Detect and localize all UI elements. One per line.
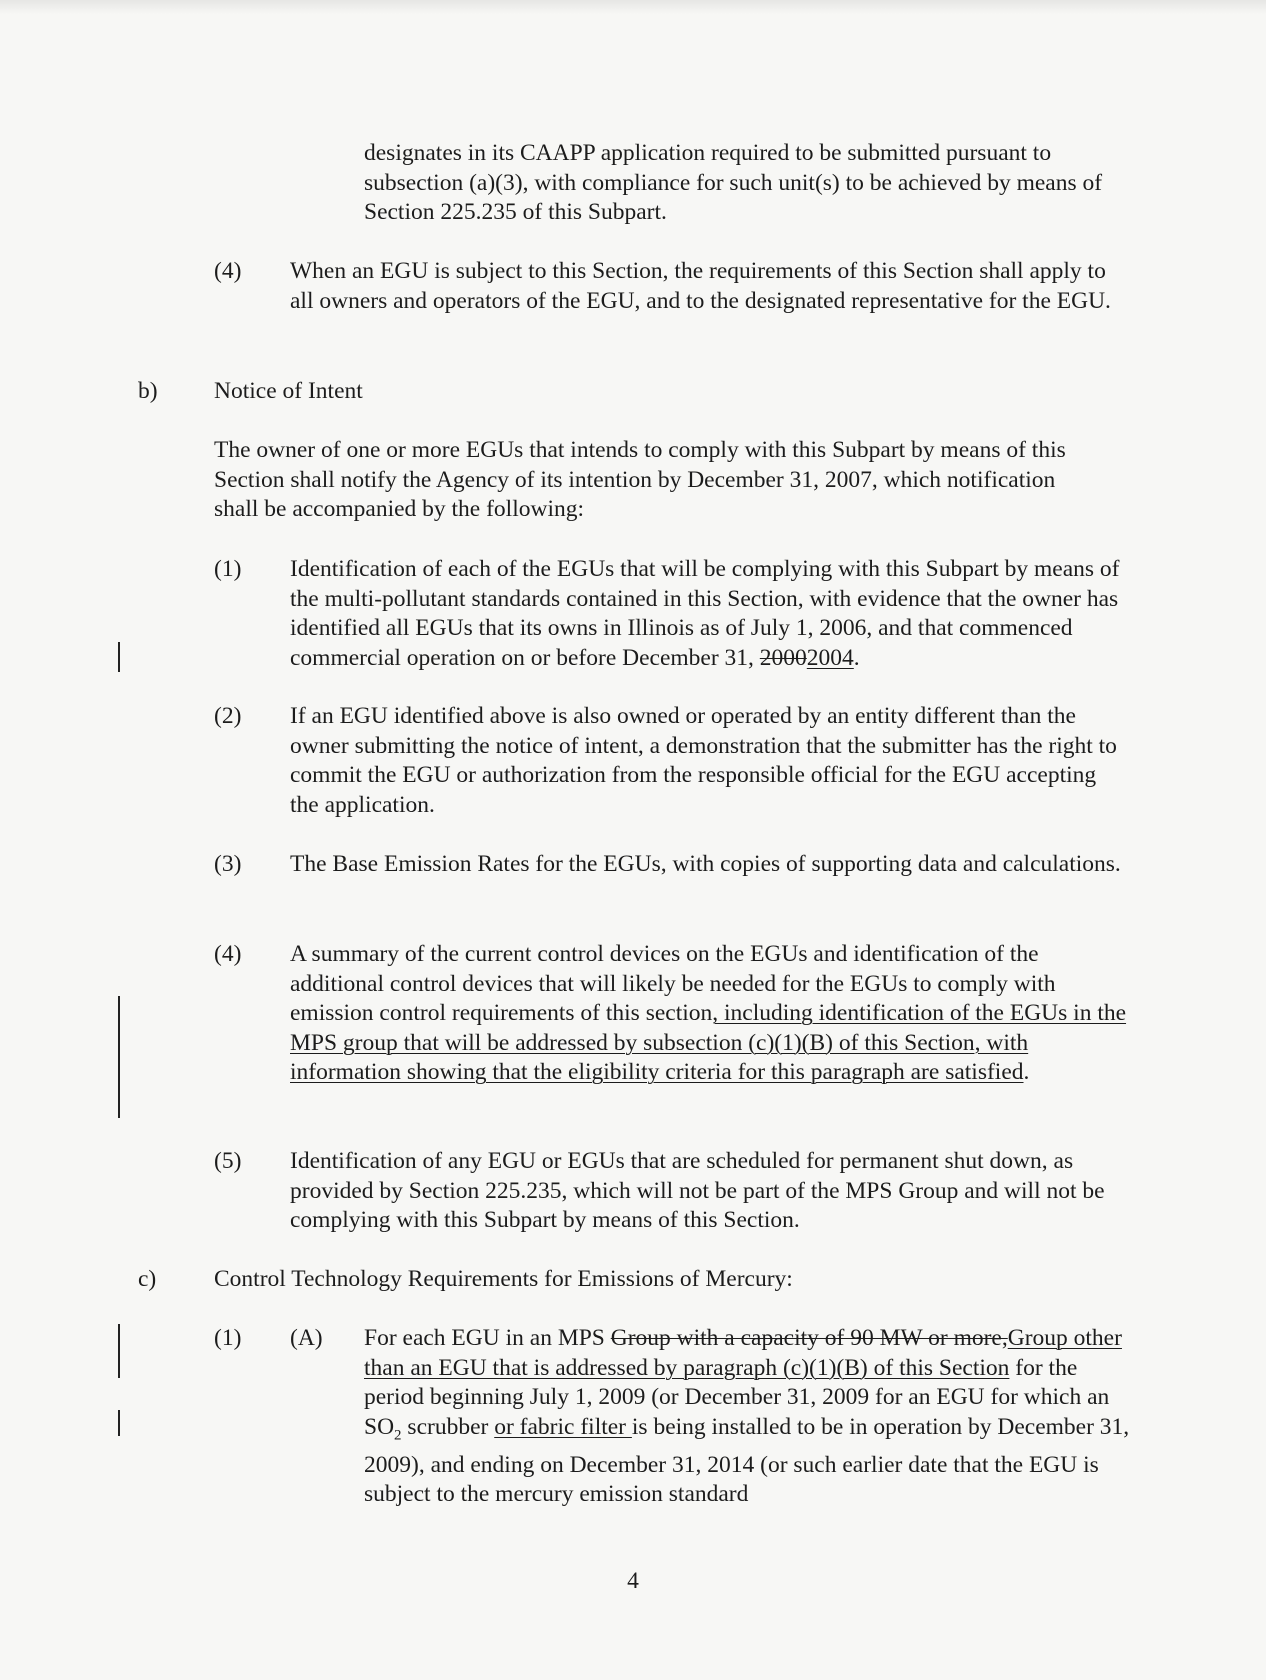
revision-bar xyxy=(118,996,120,1118)
subscript-2: 2 xyxy=(394,1427,402,1444)
section-c-heading: Control Technology Requirements for Emissions of Mercury: xyxy=(214,1266,793,1292)
item-label: (1) xyxy=(214,1325,242,1351)
item-label: (1) xyxy=(214,556,242,582)
inserted-text: 2004 xyxy=(806,644,854,671)
item-b2-text: If an EGU identified above is also owned or operated by an entity different than the owner submitting the notice of intent, a demonstration that the submitter has the right to commit the EGU or authorization from the responsible official for the EGU accepting the application. xyxy=(290,703,1117,818)
inserted-text: or fabric filter xyxy=(494,1413,632,1440)
section-b-intro: The owner of one or more EGUs that intends to comply with this Subpart by means of this Section shall notify the Agency of its intention by December 31, 2007, which notification shall be accompanied by the following: xyxy=(214,437,1066,522)
section-c-label: c) xyxy=(138,1266,157,1292)
item-b1-text xyxy=(290,555,1130,673)
revision-bar xyxy=(118,1324,120,1378)
item-c1a-body: For each EGU in an MPS xyxy=(364,1325,611,1351)
item-label: (4) xyxy=(214,941,242,967)
item-label: (4) xyxy=(214,258,242,284)
item-c1a-text xyxy=(364,1324,1134,1510)
inserted-text: Group other than an EGU that is addressed by paragraph (c)(1)(B) of this Section xyxy=(364,1325,1122,1381)
item-c1a-body-4: is being installed to be in operation by December 31, 2009), and ending on December 31, 2014 (or such earlier date that the EGU is subject to the mercury emission standard xyxy=(364,1413,1130,1508)
item-b1-body: Identification of each of the EGUs that will be complying with this Subpart by means of the multi-pollutant standards contained in this Section, with evidence that the owner has identified all EGUs that its owns in Illinois as of July 1, 2006, and that commenced commercial operation on or before December 31, xyxy=(290,556,1120,671)
continuation-paragraph: designates in its CAAPP application required to be submitted pursuant to subsection (a)(3), with compliance for such unit(s) to be achieved by means of Section 225.235 of this Subpart. xyxy=(364,140,1103,225)
subitem-label: (A) xyxy=(290,1325,323,1351)
item-label: (2) xyxy=(214,703,242,729)
section-b-heading: Notice of Intent xyxy=(214,378,363,404)
item-label: (5) xyxy=(214,1148,242,1174)
item-b1-end: . xyxy=(853,644,860,671)
item-c1a-body-2: for the period beginning July 1, 2009 (or December 31, 2009 for an EGU for which an SO xyxy=(364,1354,1110,1440)
item-b4-end: . xyxy=(1023,1059,1030,1085)
page-number: 4 xyxy=(627,1568,639,1594)
item-b4-text xyxy=(290,940,1130,1088)
item-b3-text: The Base Emission Rates for the EGUs, with copies of supporting data and calculations. xyxy=(290,851,1121,877)
deleted-text: 2000 xyxy=(759,644,807,671)
item-c1a-body-3: scrubber xyxy=(401,1413,495,1440)
revision-bar xyxy=(118,642,120,672)
inserted-text: , including identification of the EGUs in the MPS group that will be addressed by subsection (c)(1)(B) of this Section, with information showing that the eligibility criteria for this paragraph are satisfied xyxy=(290,1000,1127,1085)
item-b5-text: Identification of any EGU or EGUs that are scheduled for permanent shut down, as provided by Section 225.235, which will not be part of the MPS Group and will not be complying with this Subpart by means of this Section. xyxy=(290,1148,1105,1233)
item-b4-body: A summary of the current control devices on the EGUs and identification of the additional control devices that will likely be needed for the EGUs to comply with emission control requirements of this section xyxy=(290,941,1056,1026)
section-b-label: b) xyxy=(138,378,158,404)
scan-shadow xyxy=(0,0,1266,14)
item-label: (3) xyxy=(214,851,242,877)
revision-bar xyxy=(118,1410,120,1436)
item-a4-text: When an EGU is subject to this Section, the requirements of this Section shall apply to all owners and operators of the EGU, and to the designated representative for the EGU. xyxy=(290,258,1111,314)
deleted-text: Group with a capacity of 90 MW or more, xyxy=(610,1325,1008,1351)
